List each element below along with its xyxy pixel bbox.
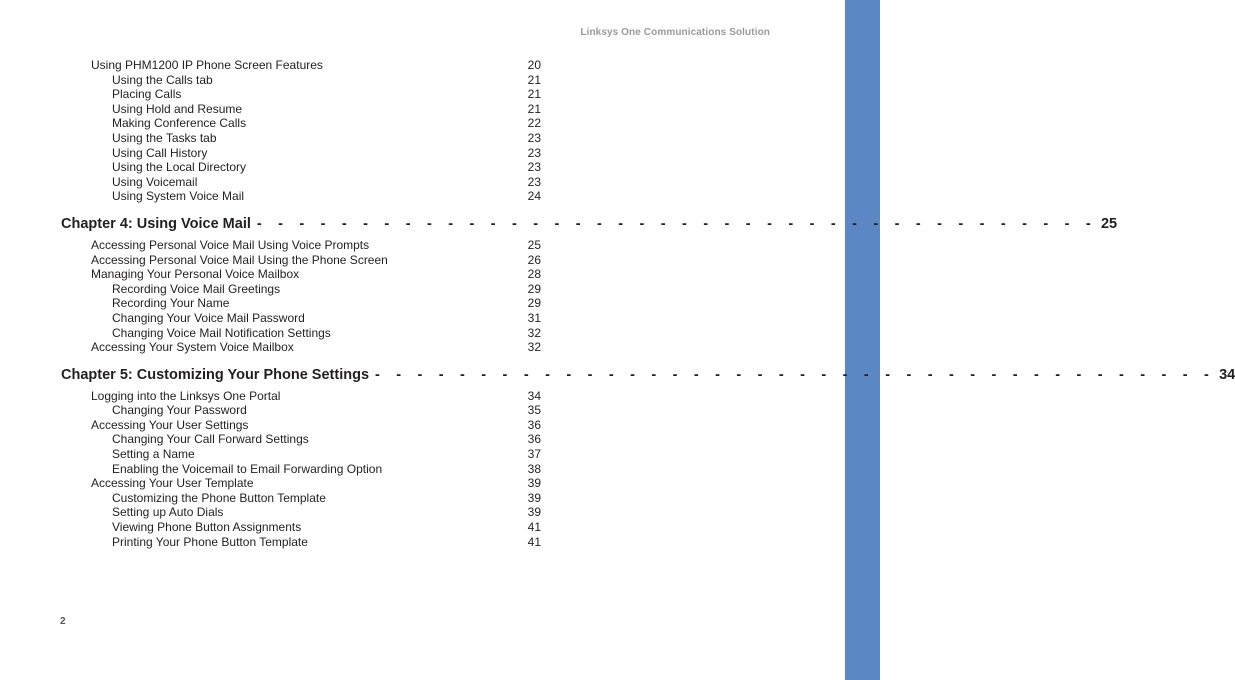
toc-entry[interactable]	[61, 189, 541, 204]
toc-entry-title: Using Voicemail	[112, 174, 198, 189]
toc-entry-page: 38	[527, 461, 541, 476]
toc-entry-title: Using the Tasks tab	[112, 130, 217, 145]
running-header: Linksys One Communications Solution	[580, 27, 770, 38]
toc-entry-title: Accessing Your User Settings	[91, 417, 249, 432]
toc-entry-page: 21	[527, 87, 541, 102]
toc-entry-title: Managing Your Personal Voice Mailbox	[91, 267, 300, 282]
toc-entry-page: 23	[527, 130, 541, 145]
toc-entry[interactable]	[61, 131, 541, 146]
toc-entry-page: 36	[527, 432, 541, 447]
toc-entry-title: Making Conference Calls	[112, 116, 247, 131]
toc-entry-page: 22	[527, 116, 541, 131]
toc-entry-title: Customizing the Phone Button Template	[112, 490, 326, 505]
toc-entry[interactable]	[61, 282, 541, 297]
toc-entry[interactable]	[61, 296, 541, 311]
side-color-bar	[845, 0, 880, 680]
chapter-page-number: 34	[1219, 366, 1235, 383]
toc-entry[interactable]	[61, 432, 541, 447]
toc-entry-title: Placing Calls	[112, 87, 182, 102]
toc-entry-page: 39	[527, 476, 541, 491]
toc-entry-title: Changing Your Voice Mail Password	[112, 310, 305, 325]
toc-section-chapter-5	[61, 389, 541, 550]
chapter-title: Chapter 5: Customizing Your Phone Settings	[61, 366, 370, 383]
toc-entry-title: Accessing Personal Voice Mail Using Voice Prompts	[91, 237, 370, 252]
toc-entry-page: 39	[527, 505, 541, 520]
toc-entry-title: Using PHM1200 IP Phone Screen Features	[91, 58, 323, 72]
toc-entry-title: Setting up Auto Dials	[112, 505, 224, 520]
toc-entry-title: Using Hold and Resume	[112, 101, 243, 116]
toc-entry[interactable]	[61, 146, 541, 161]
toc-entry-page: 31	[527, 310, 541, 325]
toc-entry-page: 35	[527, 403, 541, 418]
toc-entry[interactable]	[61, 311, 541, 326]
toc-entry-page: 32	[527, 340, 541, 355]
chapter-heading-5[interactable]	[61, 366, 1235, 384]
toc-entry[interactable]	[61, 87, 541, 102]
toc-entry-title: Changing Your Call Forward Settings	[112, 432, 309, 447]
toc-entry[interactable]	[61, 160, 541, 175]
toc-entry[interactable]	[61, 267, 541, 282]
toc-entry-page: 23	[527, 145, 541, 160]
toc-section-chapter-4	[61, 238, 541, 355]
toc-entry[interactable]	[61, 340, 541, 355]
toc-entry-title: Using the Calls tab	[112, 72, 213, 87]
toc-section-phone-features	[61, 58, 541, 204]
toc-entry-title: Recording Your Name	[112, 296, 230, 311]
toc-entry-title: Setting a Name	[112, 447, 195, 462]
toc-entry[interactable]	[61, 73, 541, 88]
toc-entry-title: Accessing Your User Template	[91, 476, 254, 491]
toc-entry[interactable]	[61, 535, 541, 550]
toc-entry[interactable]	[61, 175, 541, 190]
chapter-title: Chapter 4: Using Voice Mail	[61, 215, 251, 232]
toc-entry[interactable]	[61, 505, 541, 520]
toc-entry-page: 20	[527, 58, 541, 72]
toc-entry[interactable]	[61, 389, 541, 404]
page-number: 2	[60, 616, 66, 627]
table-of-contents	[61, 58, 1235, 549]
toc-entry-page: 36	[527, 417, 541, 432]
toc-entry-page: 21	[527, 72, 541, 87]
toc-entry-page: 39	[527, 490, 541, 505]
toc-entry-page: 26	[527, 252, 541, 267]
toc-entry-title: Viewing Phone Button Assignments	[112, 520, 302, 535]
toc-entry[interactable]	[61, 238, 541, 253]
chapter-heading-4[interactable]	[61, 215, 1118, 233]
dot-leader: - - - - - - - - - - - - - - - - - - - - - - - - - - - - - - - - - - - - - - - -	[256, 215, 1097, 232]
toc-entry-title: Accessing Your System Voice Mailbox	[91, 340, 294, 355]
dot-leader: - - - - - - - - - - - - - - - - - - - - - - - - - - - - - - - - - - - - - - - -	[375, 366, 1216, 383]
toc-entry-title: Recording Voice Mail Greetings	[112, 281, 281, 296]
toc-entry-page: 23	[527, 160, 541, 175]
toc-entry-title: Changing Your Password	[112, 403, 247, 418]
toc-entry-page: 29	[527, 296, 541, 311]
toc-entry-title: Accessing Personal Voice Mail Using the Phone Screen	[91, 252, 388, 267]
toc-entry[interactable]	[61, 476, 541, 491]
toc-entry[interactable]	[61, 462, 541, 477]
toc-entry-page: 28	[527, 267, 541, 282]
toc-entry-title: Changing Voice Mail Notification Settings	[112, 325, 331, 340]
toc-entry-title: Enabling the Voicemail to Email Forwarding Option	[112, 461, 383, 476]
toc-entry-page: 29	[527, 281, 541, 296]
toc-entry-page: 41	[527, 534, 541, 549]
toc-entry-title: Logging into the Linksys One Portal	[91, 388, 281, 403]
toc-entry-page: 21	[527, 101, 541, 116]
toc-entry-title: Using the Local Directory	[112, 160, 247, 175]
toc-entry[interactable]	[61, 116, 541, 131]
toc-entry[interactable]	[61, 491, 541, 506]
toc-entry-title: Printing Your Phone Button Template	[112, 534, 308, 549]
toc-entry-page: 37	[527, 447, 541, 462]
toc-entry[interactable]	[61, 447, 541, 462]
toc-entry-page: 24	[527, 189, 541, 204]
toc-entry-page: 23	[527, 174, 541, 189]
toc-entry-title: Using Call History	[112, 145, 208, 160]
toc-entry-page: 34	[527, 388, 541, 403]
toc-entry-title: Using System Voice Mail	[112, 189, 245, 204]
toc-entry[interactable]	[61, 58, 541, 73]
toc-entry[interactable]	[61, 102, 541, 117]
toc-entry-page: 41	[527, 520, 541, 535]
toc-entry-page: 32	[527, 325, 541, 340]
chapter-page-number: 25	[1100, 215, 1118, 232]
toc-entry[interactable]	[61, 403, 541, 418]
toc-entry[interactable]	[61, 418, 541, 433]
toc-entry[interactable]	[61, 253, 541, 268]
toc-entry-page: 25	[527, 237, 541, 252]
toc-entry[interactable]	[61, 326, 541, 341]
toc-entry[interactable]	[61, 520, 541, 535]
